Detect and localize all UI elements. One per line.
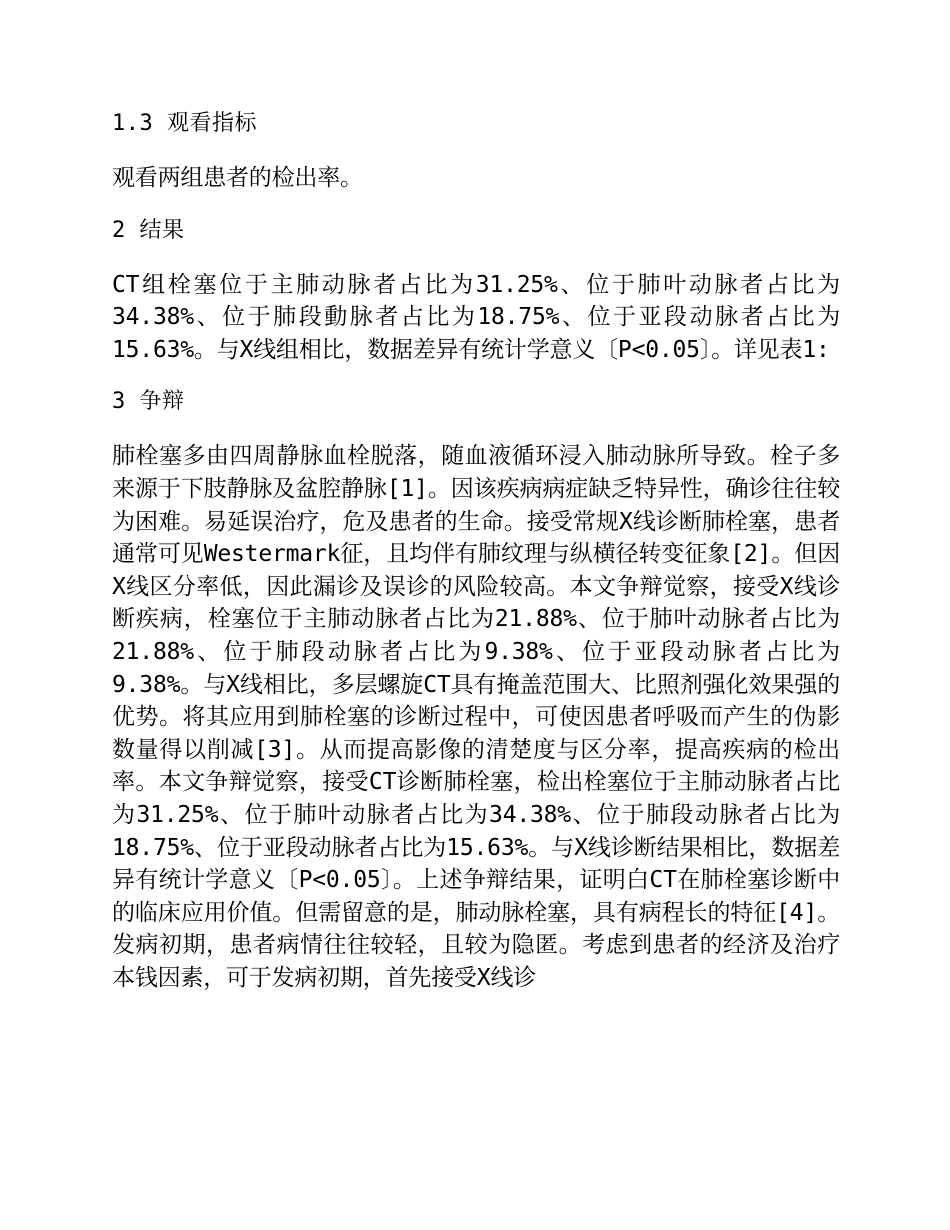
document-body	[112, 108, 840, 1014]
section-heading-observation-index: 1.3 观看指标	[112, 111, 257, 136]
section-heading-discussion: 3 争辩	[112, 389, 185, 415]
section-paragraph-results: CT组栓塞位于主肺动脉者占比为31.25%、位于肺叶动脉者占比为34.38%、位于肺段動脉者占比为18.75%、位于亚段动脉者占比为15.63%。与X线组相比，数据差异有统计学意义〔P<0.05〕。详见表1:	[112, 271, 840, 363]
section-paragraph-observation-index: 观看两组患者的检出率。	[112, 165, 363, 191]
section-heading-results: 2 结果	[112, 217, 185, 243]
section-paragraph-discussion: 肺栓塞多由四周静脉血栓脱落，随血液循环浸入肺动脉所导致。栓子多来源于下肢静脉及盆腔静脉[1]。因该疾病病症缺乏特异性，确诊往往较为困难。易延误治疗，危及患者的生命。接受常规X线诊断肺栓塞，患者通常可见Westermark征，且均伴有肺纹理与纵横径转变征象[2]。但因X线区分率低，因此漏诊及误诊的风险较高。本文争辩觉察，接受X线诊断疾病，栓塞位于主肺动脉者占比为21.88%、位于肺叶动脉者占比为21.88%、位于肺段动脉者占比为9.38%、位于亚段动脉者占比为9.38%。与X线相比，多层螺旋CT具有掩盖范围大、比照剂强化效果强的优势。将其应用到肺栓塞的诊断过程中，可使因患者呼吸而产生的伪影数量得以削减[3]。从而提高影像的清楚度与区分率，提高疾病的检出率。本文争辩觉察，接受CT诊断肺栓塞，检出栓塞位于主肺动脉者占比为31.25%、位于肺叶动脉者占比为34.38%、位于肺段动脉者占比为18.75%、位于亚段动脉者占比为15.63%。与X线诊断结果相比，数据差异有统计学意义〔P<0.05〕。上述争辩结果，证明白CT在肺栓塞诊断中的临床应用价值。但需留意的是，肺动脉栓塞，具有病程长的特征[4]。发病初期，患者病情往往较轻，且较为隐匿。考虑到患者的经济及治疗本钱因素，可于发病初期，首先接受X线诊	[112, 443, 840, 991]
